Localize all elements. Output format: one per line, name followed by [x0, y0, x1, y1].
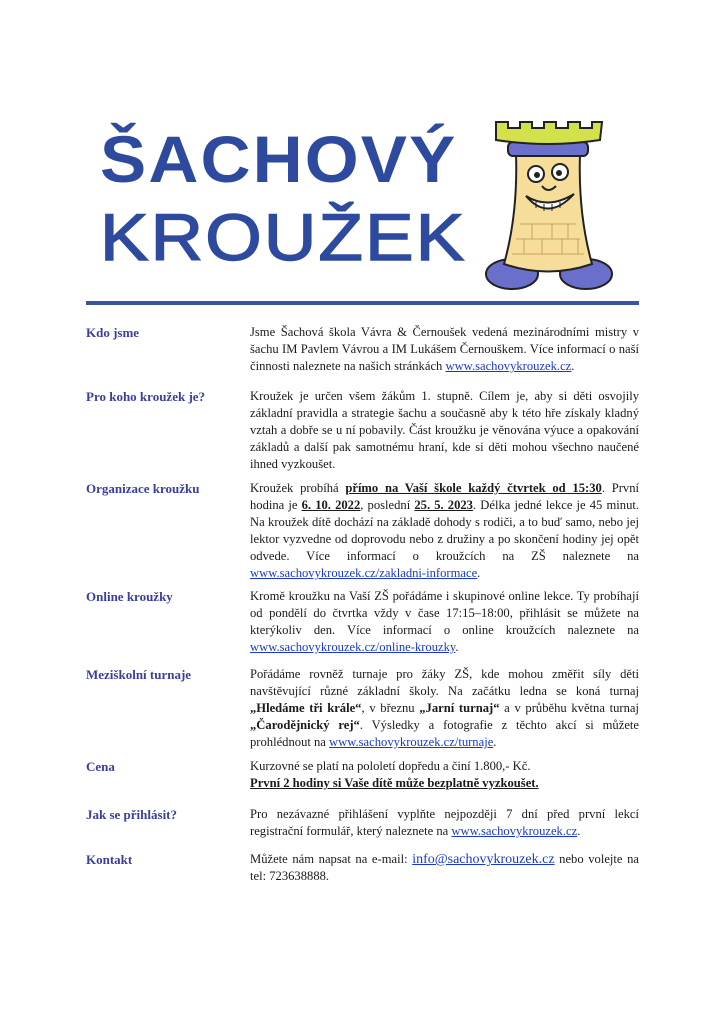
body-text: Jsme Šachová škola Vávra & Černoušek vedená mezinárodními mistry v šachu IM Pavlem Vávrou a IM Lukášem Černouškem. Více informací o naší činnosti naleznete na našich stránkách — [250, 325, 639, 373]
section-body — [250, 480, 639, 582]
section-body — [250, 666, 639, 751]
section-body — [250, 851, 639, 885]
body-text: Kroužek je určen všem žákům 1. stupně. Cílem je, aby si děti osvojily základní pravidla a strategie šachu a současně aby k této hře získaly kladný vztah a dobře se u ní pobavily. Část kroužku je věnována výuce a opakování základů a další pak samotnému hraní, kde si děti mohou všechno naučené ihned vyzkoušet. — [250, 389, 639, 471]
body-text: . Délka jedné lekce je 45 minut. Na kroužek dítě dochází na základě dohody s rodiči, a to buď samo, nebo jej lektor vyzvedne od doprovodu nebo z družiny a po skončení hodiny jej opět odvede. Více informací o kroužcích na ZŠ naleznete na — [250, 498, 640, 563]
schedule-highlight: přímo na Vaší škole každý čtvrtek od 15:30 — [345, 481, 602, 495]
online-courses-link[interactable]: www.sachovykrouzek.cz/online-krouzky — [250, 640, 456, 654]
email-link[interactable]: info@sachovykrouzek.cz — [412, 852, 555, 867]
section-body — [250, 588, 639, 656]
body-text: Kromě kroužku na Vaší ZŠ pořádáme i skupinové online lekce. Ty probíhají od pondělí do čtvrtka vždy v čase 17:15–18:00, přihlásit se můžete na kterýkoliv den. Více informací o online kroužcích naleznete na — [250, 589, 639, 637]
first-lesson-date: 6. 10. 2022 — [301, 498, 361, 512]
body-text: . — [577, 824, 581, 838]
body-text: . První hodina je — [250, 481, 640, 512]
body-text: . — [455, 640, 459, 654]
section-body — [250, 806, 639, 840]
body-text: . — [571, 359, 575, 373]
body-text: , poslední — [360, 498, 415, 512]
rook-mascot-icon — [482, 114, 614, 294]
title-line-2: KROUŽEK — [100, 200, 467, 274]
free-trial-note: První 2 hodiny si Vaše dítě může bezplatně vyzkoušet. — [250, 776, 539, 790]
title-line-1: ŠACHOVÝ — [100, 122, 458, 196]
body-text: , v březnu — [361, 701, 420, 715]
section-label: Online kroužky — [86, 589, 173, 604]
section-label: Jak se přihlásit? — [86, 807, 178, 822]
body-text: a v průběhu května turnaj — [499, 701, 640, 715]
price-text: Kurzovné se platí na pololetí dopředu a činí 1.800,- Kč. — [250, 759, 531, 773]
body-text: Pro nezávazné přihlášení vyplňte nejpozději 7 dní před první lekcí registrační formulář, který naleznete na — [250, 807, 639, 838]
body-text: Pořádáme rovněž turnaje pro žáky ZŠ, kde mohou změřit síly děti navštěvující různé základní školy. Na začátku ledna se koná turnaj — [250, 667, 639, 698]
last-lesson-date: 25. 5. 2023 — [414, 498, 473, 512]
header-divider — [86, 301, 639, 305]
body-text: Kroužek probíhá — [250, 481, 346, 495]
body-text: . Výsledky a fotografie z těchto akcí si můžete prohlédnout na — [250, 718, 640, 749]
registration-link[interactable]: www.sachovykrouzek.cz — [451, 824, 578, 838]
section-label: Kdo jsme — [86, 325, 140, 340]
section-body — [250, 388, 639, 473]
basic-info-link[interactable]: www.sachovykrouzek.cz/zakladni-informace — [250, 566, 478, 580]
section-body — [250, 324, 639, 375]
section-label: Pro koho kroužek je? — [86, 389, 206, 404]
tournament-name: „Jarní turnaj“ — [419, 701, 500, 715]
body-text: . — [493, 735, 497, 749]
section-label: Cena — [86, 759, 115, 774]
body-text: . — [477, 566, 481, 580]
header-logo — [90, 108, 640, 293]
section-body — [250, 758, 639, 792]
section-label: Kontakt — [86, 852, 133, 867]
section-label: Organizace kroužku — [86, 481, 200, 496]
phone-text: nebo volejte na tel: 723638888. — [250, 852, 639, 883]
body-text: Můžete nám napsat na e-mail: — [250, 852, 413, 866]
section-label: Meziškolní turnaje — [86, 667, 192, 682]
tournaments-link[interactable]: www.sachovykrouzek.cz/turnaje — [329, 735, 494, 749]
website-link[interactable]: www.sachovykrouzek.cz — [445, 359, 572, 373]
tournament-name: „Hledáme tři krále“ — [250, 701, 362, 715]
tournament-name: „Čarodějnický rej“ — [250, 718, 360, 732]
